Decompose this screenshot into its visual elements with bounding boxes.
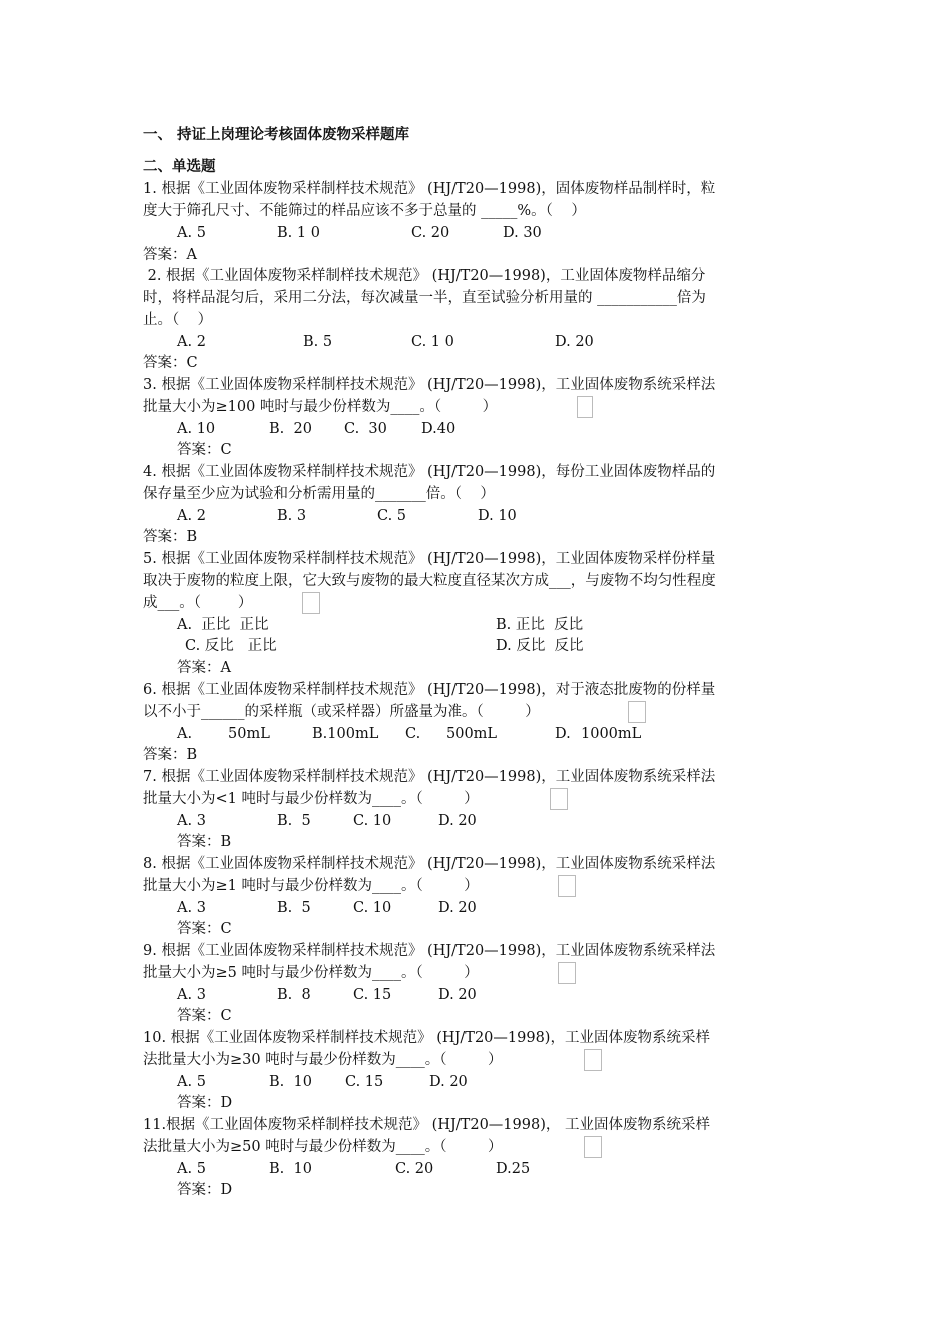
option-b: B. 10 [269,1074,312,1090]
option-d-value: 1000mL [581,726,642,742]
question-text: 时，将样品混匀后，采用二分法，每次减量一半，直至试验分析用量的 ___________倍为 [143,290,706,306]
option-a: A. 2 [177,508,206,524]
answer: 答案：C [177,1008,232,1024]
answer: 答案：A [143,247,197,263]
answer: 答案：A [177,660,231,676]
option-d: D. 反比 反比 [496,638,584,654]
form-field-box [558,962,576,984]
form-field-box [584,1049,602,1071]
question-text: 法批量大小为≥50 吨时与最少份样数为____。（ ） [143,1139,503,1155]
question-text: 法批量大小为≥30 吨时与最少份样数为____。（ ） [143,1052,503,1068]
option-b: B. 8 [277,987,311,1003]
form-field-box [302,592,320,614]
answer: 答案：B [177,834,232,850]
option-d: D.40 [421,421,456,437]
question-text: 1. 根据《工业固体废物采样制样技术规范》 (HJ/T20—1998)，固体废物样品制样时，粒 [143,181,716,197]
option-a: A. [177,726,193,742]
option-c: C. 20 [395,1161,434,1177]
option-a: A. 10 [177,421,216,437]
question-text: 批量大小为≥1 吨时与最少份样数为____。（ ） [143,878,479,894]
option-c: C. 20 [411,225,450,241]
option-d: D. 20 [555,334,594,350]
option-b: B. 3 [277,508,307,524]
option-c-value: 500mL [446,726,498,742]
option-a: A. 3 [177,900,206,916]
form-field-box [577,396,593,418]
option-d: D. 20 [438,900,477,916]
option-d: D. 30 [503,225,542,241]
answer: 答案：C [177,442,232,458]
form-field-box [584,1136,602,1158]
form-field-box [628,701,646,723]
option-a-value: 50mL [228,726,270,742]
question-text: 止。（ ） [143,312,213,328]
option-a: A. 3 [177,813,206,829]
option-d: D. [555,726,571,742]
section-heading-2: 二、单选题 [143,158,216,175]
option-c: C. 15 [345,1074,384,1090]
question-text: 11.根据《工业固体废物采样制样技术规范》 (HJ/T20—1998)， 工业固体废物系统采样 [143,1117,710,1133]
option-a: A. 5 [177,1074,206,1090]
option-d: D. 10 [478,508,517,524]
option-b: B. 5 [277,900,311,916]
question-text: 4. 根据《工业固体废物采样制样技术规范》 (HJ/T20—1998)，每份工业固体废物样品的 [143,464,716,480]
option-d: D. 20 [438,813,477,829]
option-c: C. [405,726,421,742]
answer: 答案：C [143,355,198,371]
option-b: B. 5 [303,334,333,350]
question-text: 10. 根据《工业固体废物采样制样技术规范》 (HJ/T20—1998)，工业固体废物系统采样 [143,1030,710,1046]
question-text: 批量大小为≥5 吨时与最少份样数为____。（ ） [143,965,479,981]
question-text: 7. 根据《工业固体废物采样制样技术规范》 (HJ/T20—1998)，工业固体废物系统采样法 [143,769,716,785]
option-c: C. 10 [353,900,392,916]
question-text: 保存量至少应为试验和分析需用量的_______倍。（ ） [143,486,495,502]
question-text: 度大于筛孔尺寸、不能筛过的样品应该不多于总量的 _____%。（ ） [143,203,586,219]
option-c: C. 15 [353,987,392,1003]
question-text: 2. 根据《工业固体废物采样制样技术规范》 (HJ/T20—1998)，工业固体废物样品缩分 [143,268,706,284]
option-b: B. 20 [269,421,312,437]
form-field-box [558,875,576,897]
form-field-box [550,788,568,810]
option-b: B. 正比 反比 [496,617,584,633]
option-a: A. 3 [177,987,206,1003]
option-d: D.25 [496,1161,531,1177]
answer: 答案：C [177,921,232,937]
option-c: C. 1 0 [411,334,454,350]
option-b: B. 1 0 [277,225,320,241]
question-text: 以不小于______的采样瓶（或采样器）所盛量为准。（ ） [143,704,540,720]
option-a: A. 正比 正比 [177,617,269,633]
question-text: 5. 根据《工业固体废物采样制样技术规范》 (HJ/T20—1998)，工业固体废物采样份样量 [143,551,716,567]
option-d: D. 20 [429,1074,468,1090]
answer: 答案：B [143,529,198,545]
option-c: C. 30 [344,421,387,437]
question-text: 批量大小为≥100 吨时与最少份样数为____。（ ） [143,399,498,415]
option-a: A. 5 [177,1161,206,1177]
option-b: B. 10 [269,1161,312,1177]
question-text: 9. 根据《工业固体废物采样制样技术规范》 (HJ/T20—1998)，工业固体废物系统采样法 [143,943,716,959]
question-text: 批量大小为<1 吨时与最少份样数为____。（ ） [143,791,479,807]
option-b: B. 5 [277,813,311,829]
question-text: 6. 根据《工业固体废物采样制样技术规范》 (HJ/T20—1998)，对于液态批废物的份样量 [143,682,716,698]
option-c: C. 10 [353,813,392,829]
option-c: C. 5 [377,508,407,524]
answer: 答案：D [177,1182,233,1198]
option-a: A. 5 [177,225,206,241]
question-text: 取决于废物的粒度上限，它大致与废物的最大粒度直径某次方成___，与废物不均匀性程度 [143,573,716,589]
question-text: 8. 根据《工业固体废物采样制样技术规范》 (HJ/T20—1998)，工业固体废物系统采样法 [143,856,716,872]
option-d: D. 20 [438,987,477,1003]
option-a: A. 2 [177,334,206,350]
section-heading-1: 一、 持证上岗理论考核固体废物采样题库 [143,126,410,143]
question-text: 成___。（ ） [143,595,253,611]
question-text: 3. 根据《工业固体废物采样制样技术规范》 (HJ/T20—1998)，工业固体废物系统采样法 [143,377,716,393]
answer: 答案：D [177,1095,233,1111]
option-c: C. 反比 正比 [185,638,277,654]
option-b: B.100mL [312,726,379,742]
answer: 答案：B [143,747,198,763]
